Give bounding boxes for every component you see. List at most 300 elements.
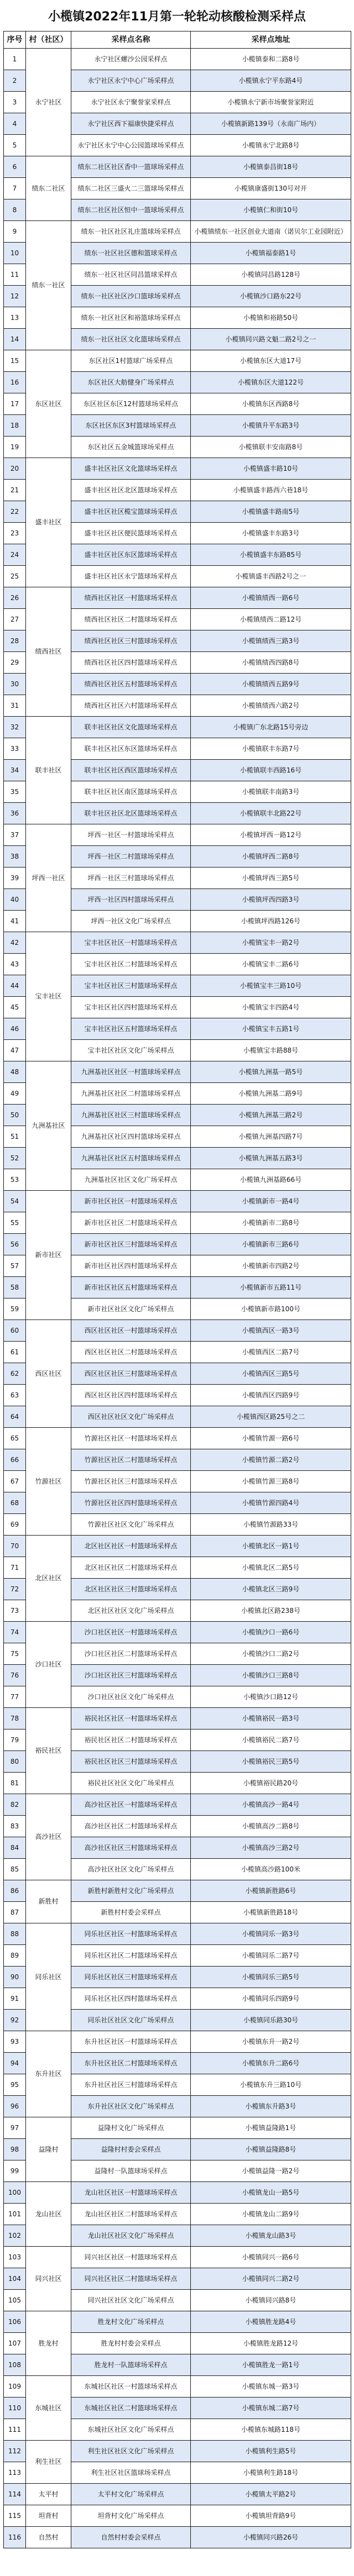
point-name-cell: 绩西社区社区六村篮球场采样点 xyxy=(71,695,191,717)
row-number: 4 xyxy=(4,113,26,135)
point-name-cell: 西区社区社区文化广场采样点 xyxy=(71,1406,191,1428)
row-number: 65 xyxy=(4,1428,26,1449)
point-address-cell: 小榄镇裕民二路7号 xyxy=(191,1729,351,1751)
point-name-cell: 竹源社区社区三村篮球场采样点 xyxy=(71,1471,191,1492)
point-name-cell: 东升社区社区文化广场采样点 xyxy=(71,2096,191,2117)
point-address-cell: 小榄镇绩西二路12号 xyxy=(191,609,351,630)
point-name-cell: 东区社区1村篮球广场采样点 xyxy=(71,350,191,372)
point-name-cell: 绩东一社区社区德和篮球采样点 xyxy=(71,243,191,264)
point-address-cell: 小榄镇益隆路8号 xyxy=(191,2139,351,2160)
point-name-cell: 高沙社区社区二村篮球场采样点 xyxy=(71,1816,191,1837)
point-address-cell: 小榄镇坪西三路5号 xyxy=(191,868,351,889)
community-cell: 坦背村 xyxy=(26,2505,71,2527)
row-number: 50 xyxy=(4,1105,26,1126)
point-address-cell: 小榄镇升平东路3号 xyxy=(191,415,351,437)
point-name-cell: 九洲基社区社区文化广场采样点 xyxy=(71,1169,191,1191)
row-number: 41 xyxy=(4,911,26,932)
point-name-cell: 坪西一社区一村篮球场采样点 xyxy=(71,824,191,846)
row-number: 60 xyxy=(4,1320,26,1342)
row-number: 3 xyxy=(4,92,26,113)
point-name-cell: 北区社区社区二村篮球场采样点 xyxy=(71,1557,191,1579)
table-row xyxy=(4,1191,351,1212)
row-number: 16 xyxy=(4,372,26,393)
community-cell: 同兴社区 xyxy=(26,2247,71,2311)
row-number: 5 xyxy=(4,135,26,156)
point-address-cell: 小榄镇广东北路15号旁边 xyxy=(191,717,351,738)
point-address-cell: 小榄镇盛丰路南5号 xyxy=(191,501,351,523)
row-number: 13 xyxy=(4,307,26,329)
point-name-cell: 新市社区社区一村篮球场采样点 xyxy=(71,1191,191,1212)
point-name-cell: 裕民社区社区文化广场采样点 xyxy=(71,1773,191,1794)
point-address-cell: 小榄镇联丰北路22号 xyxy=(191,803,351,824)
point-address-cell: 小榄镇绩东一社区创业大道南（诺贝尔工业园附近） xyxy=(191,221,351,243)
row-number: 99 xyxy=(4,2160,26,2182)
point-address-cell: 小榄镇新市五路11号 xyxy=(191,1277,351,1298)
point-name-cell: 北区社区社区三村篮球场采样点 xyxy=(71,1579,191,1600)
point-address-cell: 小榄镇同乐三路5号 xyxy=(191,1967,351,1988)
table-row xyxy=(4,1880,351,1902)
community-cell: 新市社区 xyxy=(26,1191,71,1320)
row-number: 39 xyxy=(4,868,26,889)
row-number: 55 xyxy=(4,1212,26,1234)
row-number: 17 xyxy=(4,393,26,415)
point-address-cell: 小榄镇绩西六路2号 xyxy=(191,695,351,717)
row-number: 85 xyxy=(4,1859,26,1880)
point-name-cell: 东升社区社区三村篮球场采样点 xyxy=(71,2074,191,2096)
row-number: 58 xyxy=(4,1277,26,1298)
point-address-cell: 小榄镇高沙三路2号 xyxy=(191,1837,351,1859)
point-address-cell: 小榄镇永宁新市场聚誉家附近 xyxy=(191,92,351,113)
community-cell: 沙口社区 xyxy=(26,1622,71,1708)
row-number: 103 xyxy=(4,2247,26,2268)
point-name-cell: 裕民社区社区三村篮球场采样点 xyxy=(71,1751,191,1773)
point-address-cell: 小榄镇竹源三路8号 xyxy=(191,1471,351,1492)
row-number: 61 xyxy=(4,1342,26,1363)
point-address-cell: 小榄镇沙口路12号 xyxy=(191,1686,351,1708)
point-address-cell: 小榄镇同兴一路6号 xyxy=(191,2247,351,2268)
point-name-cell: 同乐社区社区文化广场采样点 xyxy=(71,2010,191,2031)
row-number: 11 xyxy=(4,264,26,286)
community-cell: 益隆村 xyxy=(26,2117,71,2182)
community-cell: 东升社区 xyxy=(26,2031,71,2117)
point-address-cell: 小榄镇同乐一路3号 xyxy=(191,1923,351,1945)
point-name-cell: 益隆村一队篮球场采样点 xyxy=(71,2160,191,2182)
table-row xyxy=(4,717,351,738)
point-name-cell: 新胜村新胜村文化广场采样点 xyxy=(71,1880,191,1902)
row-number: 89 xyxy=(4,1945,26,1967)
row-number: 57 xyxy=(4,1255,26,1277)
point-name-cell: 绩东二社区社区香中一篮球场采样点 xyxy=(71,156,191,178)
point-name-cell: 永宁社区永宁聚誉家采样点 xyxy=(71,92,191,113)
point-name-cell: 东城社区社区一村篮球场采样点 xyxy=(71,2376,191,2398)
point-address-cell: 小榄镇同兴路26号 xyxy=(191,2527,351,2548)
point-name-cell: 九洲基社区社区四村篮球场采样点 xyxy=(71,1126,191,1148)
row-number: 87 xyxy=(4,1902,26,1923)
point-name-cell: 新市社区社区三村篮球场采样点 xyxy=(71,1234,191,1255)
row-number: 91 xyxy=(4,1988,26,2010)
point-address-cell: 小榄镇九洲基一路5号 xyxy=(191,1061,351,1083)
point-name-cell: 西区社区社区三村篮球场采样点 xyxy=(71,1363,191,1385)
point-name-cell: 盛丰社区社区北区篮球场采样点 xyxy=(71,480,191,501)
point-address-cell: 小榄镇西区四路9号 xyxy=(191,1385,351,1406)
point-name-cell: 坪西一社区文化广场采样点 xyxy=(71,911,191,932)
point-address-cell: 小榄镇胜龙路12号 xyxy=(191,2333,351,2354)
row-number: 46 xyxy=(4,1018,26,1040)
point-name-cell: 九洲基社区社区二村篮球场采样点 xyxy=(71,1083,191,1105)
row-number: 100 xyxy=(4,2182,26,2204)
point-address-cell: 小榄镇盛丰西路2号之一 xyxy=(191,566,351,587)
point-name-cell: 西区社区社区二村篮球场采样点 xyxy=(71,1342,191,1363)
row-number: 106 xyxy=(4,2311,26,2333)
point-address-cell: 小榄镇高沙路100米 xyxy=(191,1859,351,1880)
point-address-cell: 小榄镇北区三路9号 xyxy=(191,1579,351,1600)
row-number: 110 xyxy=(4,2398,26,2419)
point-address-cell: 小榄镇盛丰路西六巷18号 xyxy=(191,480,351,501)
point-name-cell: 竹源社区社区文化广场采样点 xyxy=(71,1514,191,1536)
point-name-cell: 同兴社区社区一村篮球场采样点 xyxy=(71,2247,191,2268)
row-number: 12 xyxy=(4,286,26,307)
point-address-cell: 小榄镇绩西三路3号 xyxy=(191,630,351,652)
point-name-cell: 同乐社区社区四村篮球场采样点 xyxy=(71,1988,191,2010)
point-address-cell: 小榄镇东升路3号 xyxy=(191,2096,351,2117)
point-address-cell: 小榄镇坪西二路8号 xyxy=(191,846,351,868)
table-row xyxy=(4,2031,351,2053)
point-name-cell: 盛丰社区社区东区篮球场采样点 xyxy=(71,544,191,566)
point-address-cell: 小榄镇同兴路8号 xyxy=(191,2290,351,2311)
table-row xyxy=(4,2505,351,2527)
point-address-cell: 小榄镇裕民一路3号 xyxy=(191,1708,351,1729)
point-name-cell: 九洲基社区社区五村篮球场采样点 xyxy=(71,1148,191,1169)
table-row xyxy=(4,156,351,178)
row-number: 93 xyxy=(4,2031,26,2053)
point-name-cell: 绩东一社区社区沙口篮球场采样点 xyxy=(71,286,191,307)
community-cell: 太平村 xyxy=(26,2484,71,2505)
point-name-cell: 联丰社区社区南区篮球场采样点 xyxy=(71,781,191,803)
point-name-cell: 竹源社区社区一村篮球场采样点 xyxy=(71,1428,191,1449)
row-number: 1 xyxy=(4,49,26,70)
table-row xyxy=(4,458,351,480)
row-number: 64 xyxy=(4,1406,26,1428)
point-address-cell: 小榄镇新路139号（永南广场内） xyxy=(191,113,351,135)
community-cell: 西区社区 xyxy=(26,1320,71,1428)
point-name-cell: 龙山社区社区二村篮球场采样点 xyxy=(71,2204,191,2225)
point-name-cell: 盛丰社区社区榄宝篮球场采样点 xyxy=(71,501,191,523)
community-cell: 绩东二社区 xyxy=(26,156,71,221)
point-name-cell: 利生社区社区篮球场采样点 xyxy=(71,2462,191,2484)
header-no: 序号 xyxy=(4,31,26,49)
point-name-cell: 利生社区社区文化广场采样点 xyxy=(71,2441,191,2462)
row-number: 54 xyxy=(4,1191,26,1212)
community-cell: 新胜村 xyxy=(26,1880,71,1923)
point-name-cell: 宝丰社区社区四村篮球场采样点 xyxy=(71,997,191,1018)
point-name-cell: 坦背村文化广场采样点 xyxy=(71,2505,191,2527)
point-address-cell: 小榄镇西区路25号之二 xyxy=(191,1406,351,1428)
point-address-cell: 小榄镇泰和二路8号 xyxy=(191,49,351,70)
row-number: 25 xyxy=(4,566,26,587)
row-number: 70 xyxy=(4,1536,26,1557)
point-name-cell: 绩东一社区社区文化篮球场采样点 xyxy=(71,329,191,350)
point-address-cell: 小榄镇东升二路6号 xyxy=(191,2053,351,2074)
point-address-cell: 小榄镇同昌路128号 xyxy=(191,264,351,286)
row-number: 98 xyxy=(4,2139,26,2160)
community-cell: 坪西一社区 xyxy=(26,824,71,932)
point-name-cell: 宝丰社区社区三村篮球场采样点 xyxy=(71,975,191,997)
point-name-cell: 沙口社区社区文化广场采样点 xyxy=(71,1686,191,1708)
point-address-cell: 小榄镇宝丰四路4号 xyxy=(191,997,351,1018)
row-number: 42 xyxy=(4,932,26,954)
point-name-cell: 竹源社区社区四村篮球场采样点 xyxy=(71,1492,191,1514)
point-name-cell: 同兴社区社区文化广场采样点 xyxy=(71,2290,191,2311)
row-number: 115 xyxy=(4,2505,26,2527)
row-number: 82 xyxy=(4,1794,26,1816)
point-address-cell: 小榄镇竹源二路2号 xyxy=(191,1449,351,1471)
point-address-cell: 小榄镇仁和街10号 xyxy=(191,199,351,221)
point-address-cell: 小榄镇同兴二路2号 xyxy=(191,2268,351,2290)
point-address-cell: 小榄镇宝丰二路6号 xyxy=(191,954,351,975)
point-name-cell: 坪西一社区三村篮球场采样点 xyxy=(71,868,191,889)
row-number: 30 xyxy=(4,674,26,695)
point-address-cell: 小榄镇九洲基三路2号 xyxy=(191,1105,351,1126)
point-address-cell: 小榄镇盛丰东路3号 xyxy=(191,523,351,544)
point-name-cell: 太平村文化广场采样点 xyxy=(71,2484,191,2505)
table-row xyxy=(4,2182,351,2204)
row-number: 23 xyxy=(4,523,26,544)
row-number: 52 xyxy=(4,1148,26,1169)
table-row xyxy=(4,1320,351,1342)
point-name-cell: 宝丰社区社区一村篮球场采样点 xyxy=(71,932,191,954)
row-number: 49 xyxy=(4,1083,26,1105)
row-number: 84 xyxy=(4,1837,26,1859)
point-address-cell: 小榄镇高沙一路4号 xyxy=(191,1794,351,1816)
row-number: 51 xyxy=(4,1126,26,1148)
point-name-cell: 绩西社区社区二村篮球场采样点 xyxy=(71,609,191,630)
point-address-cell: 小榄镇宝丰三路10号 xyxy=(191,975,351,997)
row-number: 24 xyxy=(4,544,26,566)
point-address-cell: 小榄镇东升一路2号 xyxy=(191,2031,351,2053)
point-address-cell: 小榄镇联丰东路7号 xyxy=(191,738,351,760)
row-number: 28 xyxy=(4,630,26,652)
row-number: 10 xyxy=(4,243,26,264)
point-address-cell: 小榄镇沙口路东22号 xyxy=(191,286,351,307)
point-address-cell: 小榄镇联丰南路3号 xyxy=(191,781,351,803)
point-address-cell: 小榄镇龙山一路5号 xyxy=(191,2182,351,2204)
point-address-cell: 小榄镇西区一路3号 xyxy=(191,1320,351,1342)
community-cell: 竹源社区 xyxy=(26,1428,71,1536)
row-number: 109 xyxy=(4,2376,26,2398)
point-name-cell: 九洲基社区社区三村篮球场采样点 xyxy=(71,1105,191,1126)
community-cell: 东城社区 xyxy=(26,2376,71,2441)
point-address-cell: 小榄镇竹源路33号 xyxy=(191,1514,351,1536)
point-address-cell: 小榄镇东城路118号 xyxy=(191,2419,351,2441)
point-address-cell: 小榄镇北区路238号 xyxy=(191,1600,351,1622)
row-number: 114 xyxy=(4,2484,26,2505)
point-address-cell: 小榄镇坦背路9号 xyxy=(191,2505,351,2527)
point-name-cell: 高沙社区社区文化广场采样点 xyxy=(71,1859,191,1880)
point-address-cell: 小榄镇沙口一路6号 xyxy=(191,1622,351,1643)
point-name-cell: 西区社区社区四村篮球场采样点 xyxy=(71,1385,191,1406)
point-name-cell: 联丰社区社区东区篮球场采样点 xyxy=(71,738,191,760)
row-number: 7 xyxy=(4,178,26,199)
row-number: 35 xyxy=(4,781,26,803)
row-number: 111 xyxy=(4,2419,26,2441)
table-row xyxy=(4,1923,351,1945)
table-body xyxy=(4,49,351,2548)
point-name-cell: 绩东一社区社区同昌篮球采样点 xyxy=(71,264,191,286)
row-number: 53 xyxy=(4,1169,26,1191)
point-name-cell: 高沙社区社区一村篮球场采样点 xyxy=(71,1794,191,1816)
point-name-cell: 新市社区社区四村篮球场采样点 xyxy=(71,1255,191,1277)
point-name-cell: 裕民社区社区一村篮球场采样点 xyxy=(71,1708,191,1729)
point-address-cell: 小榄镇东城一路3号 xyxy=(191,2376,351,2398)
row-number: 56 xyxy=(4,1234,26,1255)
point-name-cell: 同乐社区社区一村篮球场采样点 xyxy=(71,1923,191,1945)
table-row xyxy=(4,1622,351,1643)
row-number: 34 xyxy=(4,760,26,781)
page-title: 小榄镇2022年11月第一轮轮动核酸检测采样点 xyxy=(48,10,306,24)
point-name-cell: 新胜村村委会采样点 xyxy=(71,1902,191,1923)
row-number: 20 xyxy=(4,458,26,480)
point-address-cell: 小榄镇益隆一路2号 xyxy=(191,2160,351,2182)
table-row xyxy=(4,824,351,846)
row-number: 116 xyxy=(4,2527,26,2548)
community-cell: 永宁社区 xyxy=(26,49,71,156)
point-name-cell: 沙口社区社区一村篮球场采样点 xyxy=(71,1622,191,1643)
row-number: 26 xyxy=(4,587,26,609)
point-address-cell: 小榄镇盛丰东路85号 xyxy=(191,544,351,566)
point-name-cell: 同乐社区社区三村篮球场采样点 xyxy=(71,1967,191,1988)
point-address-cell: 小榄镇竹源一路6号 xyxy=(191,1428,351,1449)
row-number: 78 xyxy=(4,1708,26,1729)
row-number: 36 xyxy=(4,803,26,824)
point-address-cell: 小榄镇九洲基五路3号 xyxy=(191,1148,351,1169)
community-cell: 高沙社区 xyxy=(26,1794,71,1880)
row-number: 107 xyxy=(4,2333,26,2354)
point-address-cell: 小榄镇北区一路1号 xyxy=(191,1536,351,1557)
point-name-cell: 绩东二社区三盛火二三篮球场采样点 xyxy=(71,178,191,199)
row-number: 22 xyxy=(4,501,26,523)
point-address-cell: 小榄镇坪西路126号 xyxy=(191,911,351,932)
point-name-cell: 新市社区社区文化广场采样点 xyxy=(71,1298,191,1320)
row-number: 19 xyxy=(4,437,26,458)
point-name-cell: 联丰社区社区北区篮球场采样点 xyxy=(71,803,191,824)
point-address-cell: 小榄镇坪西四路3号 xyxy=(191,889,351,911)
point-address-cell: 小榄镇竹源四路4号 xyxy=(191,1492,351,1514)
row-number: 67 xyxy=(4,1471,26,1492)
row-number: 79 xyxy=(4,1729,26,1751)
row-number: 101 xyxy=(4,2204,26,2225)
point-address-cell: 小榄镇裕民三路5号 xyxy=(191,1751,351,1773)
row-number: 97 xyxy=(4,2117,26,2139)
point-address-cell: 小榄镇新胜路18号 xyxy=(191,1902,351,1923)
row-number: 62 xyxy=(4,1363,26,1385)
row-number: 40 xyxy=(4,889,26,911)
row-number: 77 xyxy=(4,1686,26,1708)
table-row xyxy=(4,2311,351,2333)
point-address-cell: 小榄镇绩西五路9号 xyxy=(191,674,351,695)
point-name-cell: 绩西社区社区三村篮球场采样点 xyxy=(71,630,191,652)
point-name-cell: 东区社区五金城篮球场采样点 xyxy=(71,437,191,458)
community-cell: 同乐社区 xyxy=(26,1923,71,2031)
row-number: 44 xyxy=(4,975,26,997)
point-name-cell: 高沙社区社区三村篮球场采样点 xyxy=(71,1837,191,1859)
point-address-cell: 小榄镇东区大道122号 xyxy=(191,372,351,393)
point-name-cell: 盛丰社区社区文化篮球场采样点 xyxy=(71,458,191,480)
point-name-cell: 益隆村村委会采样点 xyxy=(71,2139,191,2160)
community-cell: 裕民社区 xyxy=(26,1708,71,1794)
point-address-cell: 小榄镇九洲基路66号 xyxy=(191,1169,351,1191)
point-name-cell: 新市社区社区五村篮球场采样点 xyxy=(71,1277,191,1298)
row-number: 72 xyxy=(4,1579,26,1600)
point-address-cell: 小榄镇利生路18号 xyxy=(191,2462,351,2484)
row-number: 31 xyxy=(4,695,26,717)
row-number: 27 xyxy=(4,609,26,630)
point-name-cell: 东区社区大舫健身广场采样点 xyxy=(71,372,191,393)
point-name-cell: 绩西社区社区一村篮球场采样点 xyxy=(71,587,191,609)
point-name-cell: 永宁社区螺沙公园采样点 xyxy=(71,49,191,70)
point-address-cell: 小榄镇新市二路8号 xyxy=(191,1212,351,1234)
point-address-cell: 小榄镇永宁平东路4号 xyxy=(191,70,351,92)
row-number: 66 xyxy=(4,1449,26,1471)
row-number: 33 xyxy=(4,738,26,760)
community-cell: 利生社区 xyxy=(26,2441,71,2484)
point-name-cell: 宝丰社区社区二村篮球场采样点 xyxy=(71,954,191,975)
point-name-cell: 胜龙村一队篮球场采样点 xyxy=(71,2354,191,2376)
row-number: 29 xyxy=(4,652,26,674)
point-name-cell: 东区社区东区3村篮球场采样点 xyxy=(71,415,191,437)
row-number: 83 xyxy=(4,1816,26,1837)
row-number: 8 xyxy=(4,199,26,221)
header-point-name: 采样点名称 xyxy=(71,31,191,49)
point-address-cell: 小榄镇同乐二路7号 xyxy=(191,1945,351,1967)
point-name-cell: 盛丰社区社区便民篮球场采样点 xyxy=(71,523,191,544)
point-address-cell: 小榄镇坪西一路12号 xyxy=(191,824,351,846)
point-address-cell: 小榄镇沙口三路8号 xyxy=(191,1665,351,1686)
point-address-cell: 小榄镇宝丰路88号 xyxy=(191,1040,351,1061)
point-name-cell: 绩西社区社区四村篮球场采样点 xyxy=(71,652,191,674)
point-address-cell: 小榄镇新胜路6号 xyxy=(191,1880,351,1902)
row-number: 6 xyxy=(4,156,26,178)
point-name-cell: 盛丰社区社区永宁篮球场采样点 xyxy=(71,566,191,587)
table-row xyxy=(4,350,351,372)
row-number: 59 xyxy=(4,1298,26,1320)
point-address-cell: 小榄镇联丰西路16号 xyxy=(191,760,351,781)
point-address-cell: 小榄镇裕民路20号 xyxy=(191,1773,351,1794)
point-name-cell: 坪西一社区二村篮球场采样点 xyxy=(71,846,191,868)
row-number: 75 xyxy=(4,1643,26,1665)
point-address-cell: 小榄镇绩西一路6号 xyxy=(191,587,351,609)
point-address-cell: 小榄镇同乐四路9号 xyxy=(191,1988,351,2010)
point-address-cell: 小榄镇盛丰路10号 xyxy=(191,458,351,480)
point-name-cell: 沙口社区社区三村篮球场采样点 xyxy=(71,1665,191,1686)
row-number: 69 xyxy=(4,1514,26,1536)
point-name-cell: 宝丰社区社区文化广场采样点 xyxy=(71,1040,191,1061)
row-number: 105 xyxy=(4,2290,26,2311)
point-name-cell: 同兴社区社区二村篮球场采样点 xyxy=(71,2268,191,2290)
point-name-cell: 永宁社区永宁中心广场采样点 xyxy=(71,70,191,92)
community-cell: 宝丰社区 xyxy=(26,932,71,1061)
row-number: 88 xyxy=(4,1923,26,1945)
point-name-cell: 北区社区社区一村篮球场采样点 xyxy=(71,1536,191,1557)
point-address-cell: 小榄镇同兴路文魁二路2号之一 xyxy=(191,329,351,350)
community-cell: 自然村 xyxy=(26,2527,71,2548)
row-number: 94 xyxy=(4,2053,26,2074)
row-number: 21 xyxy=(4,480,26,501)
point-name-cell: 绩东一社区社区礼庄篮球场采样点 xyxy=(71,221,191,243)
point-address-cell: 小榄镇西区二路7号 xyxy=(191,1342,351,1363)
point-name-cell: 绩东二社区社区恒中一篮球场采样点 xyxy=(71,199,191,221)
row-number: 112 xyxy=(4,2441,26,2462)
point-address-cell: 小榄镇西区三路5号 xyxy=(191,1363,351,1385)
